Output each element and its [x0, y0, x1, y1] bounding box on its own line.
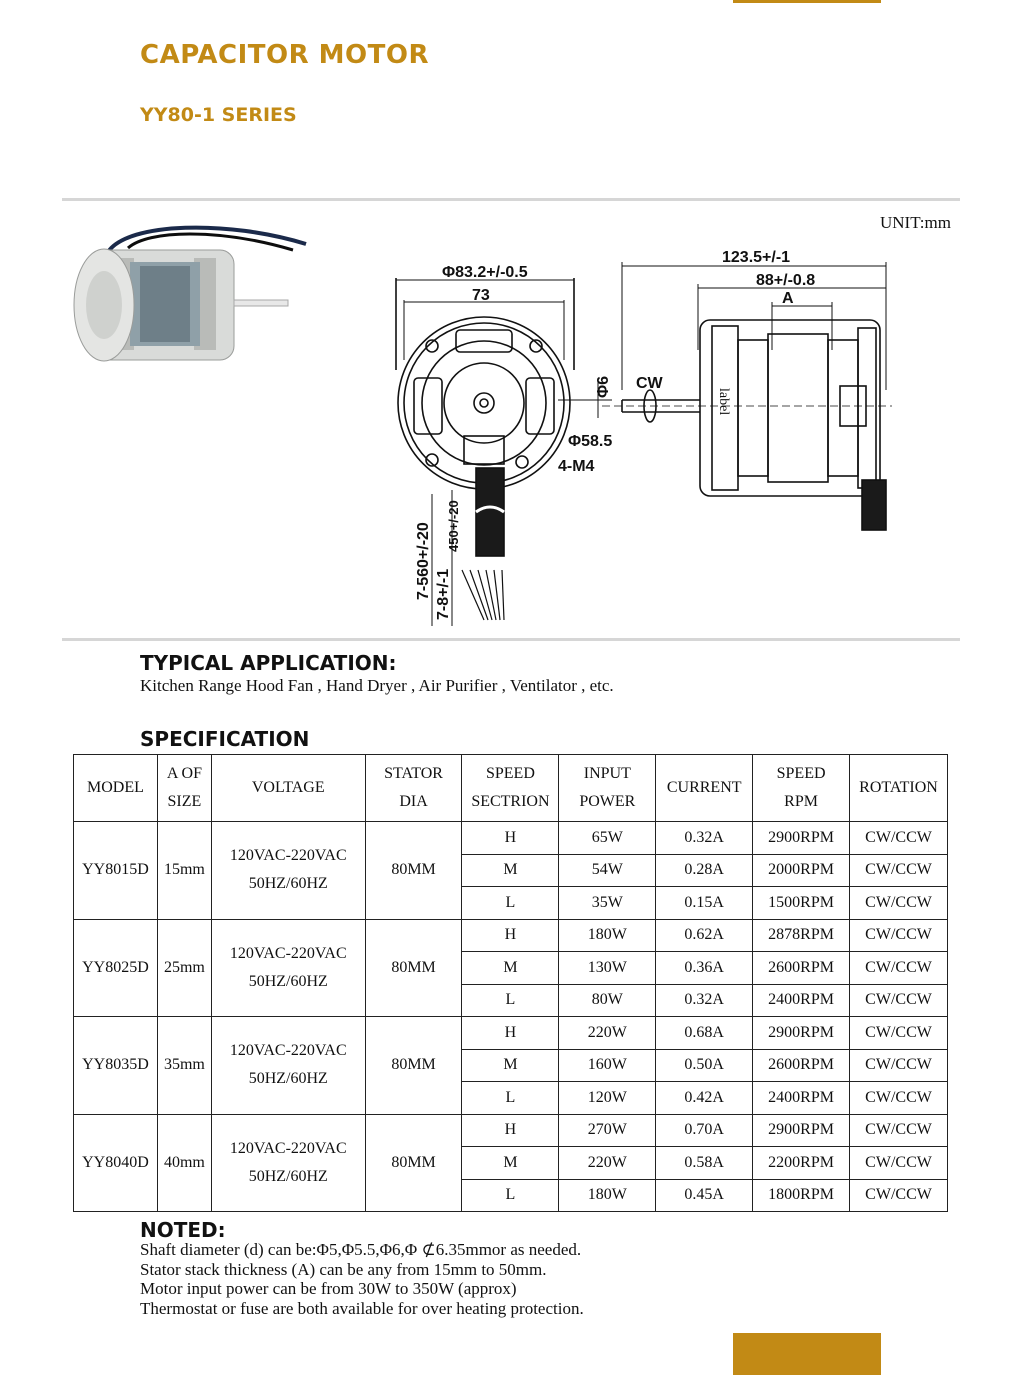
cell-power: 160W	[559, 1049, 656, 1082]
noted-list	[140, 1240, 584, 1318]
cell-current: 0.50A	[656, 1049, 753, 1082]
cell-speed: L	[462, 887, 559, 920]
cell-model: YY8035D	[74, 1017, 158, 1115]
cell-rpm: 2000RPM	[753, 854, 850, 887]
cell-voltage: 120VAC-220VAC 50HZ/60HZ	[211, 822, 365, 920]
cell-speed: M	[462, 1049, 559, 1082]
table-row	[74, 822, 948, 855]
dim-outer-dia: Φ83.2+/-0.5	[442, 264, 528, 281]
cell-current: 0.15A	[656, 887, 753, 920]
cell-power: 130W	[559, 952, 656, 985]
application-heading: TYPICAL APPLICATION:	[140, 651, 397, 675]
cell-rpm: 2600RPM	[753, 1049, 850, 1082]
noted-line: Stator stack thickness (A) can be any from 15mm to 50mm.	[140, 1259, 547, 1279]
cell-voltage: 120VAC-220VAC 50HZ/60HZ	[211, 1017, 365, 1115]
cell-rpm: 2600RPM	[753, 952, 850, 985]
cell-rpm: 2200RPM	[753, 1147, 850, 1180]
cell-speed: L	[462, 1179, 559, 1212]
cell-rpm: 2900RPM	[753, 1114, 850, 1147]
noted-line: Shaft diameter (d) can be:Φ5,Φ5.5,Φ6,Φ ⊄6.35mmor as needed.	[140, 1240, 582, 1259]
cell-stator: 80MM	[365, 1114, 462, 1212]
cell-current: 0.62A	[656, 919, 753, 952]
cell-rotation: CW/CCW	[850, 919, 948, 952]
cell-stator: 80MM	[365, 822, 462, 920]
label-sticker: label	[716, 388, 731, 416]
cell-rpm: 1500RPM	[753, 887, 850, 920]
dim-screws: 4-M4	[558, 458, 595, 475]
divider-top	[62, 198, 960, 201]
cell-rotation: CW/CCW	[850, 1017, 948, 1050]
cell-model: YY8025D	[74, 919, 158, 1017]
cell-power: 65W	[559, 822, 656, 855]
cell-rotation: CW/CCW	[850, 1147, 948, 1180]
header-speed-section: SPEED SECTRION	[462, 755, 559, 822]
specification-heading: SPECIFICATION	[140, 727, 310, 751]
cell-current: 0.28A	[656, 854, 753, 887]
table-row	[74, 1017, 948, 1050]
dim-mount-circle: Φ58.5	[568, 433, 613, 450]
header-model: MODEL	[74, 755, 158, 822]
cell-current: 0.32A	[656, 984, 753, 1017]
cell-speed: H	[462, 919, 559, 952]
cell-power: 220W	[559, 1147, 656, 1180]
table-header-row	[74, 755, 948, 822]
cell-voltage: 120VAC-220VAC 50HZ/60HZ	[211, 1114, 365, 1212]
noted-line: Thermostat or fuse are both available for over heating protection.	[140, 1298, 584, 1318]
cell-stator: 80MM	[365, 919, 462, 1017]
dim-stack-a: A	[782, 290, 794, 307]
dim-lead-sleeve: 450+/-20	[446, 500, 461, 552]
divider-middle	[62, 638, 960, 641]
noted-line: Motor input power can be from 30W to 350W (approx)	[140, 1279, 517, 1298]
dim-width: 73	[472, 287, 490, 304]
cell-speed: L	[462, 1082, 559, 1115]
cell-size: 25mm	[157, 919, 211, 1017]
cell-speed: M	[462, 854, 559, 887]
rotation-label: CW	[636, 375, 663, 392]
cell-size: 40mm	[157, 1114, 211, 1212]
bottom-accent-bar	[733, 1333, 881, 1375]
dim-body-length: 88+/-0.8	[756, 272, 816, 289]
cell-rotation: CW/CCW	[850, 1114, 948, 1147]
dim-lead-strip: 7-8+/-1	[435, 568, 452, 620]
cell-current: 0.42A	[656, 1082, 753, 1115]
dim-shaft: Φ6	[595, 375, 612, 398]
cell-speed: H	[462, 822, 559, 855]
cell-power: 120W	[559, 1082, 656, 1115]
cell-rotation: CW/CCW	[850, 822, 948, 855]
dimension-drawing	[392, 240, 902, 632]
cell-speed: M	[462, 1147, 559, 1180]
noted-heading: NOTED:	[140, 1218, 226, 1242]
header-input-power: INPUT POWER	[559, 755, 656, 822]
table-row	[74, 919, 948, 952]
cell-rpm: 2900RPM	[753, 822, 850, 855]
cell-current: 0.70A	[656, 1114, 753, 1147]
cell-size: 15mm	[157, 822, 211, 920]
cell-rotation: CW/CCW	[850, 1082, 948, 1115]
cell-rotation: CW/CCW	[850, 854, 948, 887]
cell-power: 54W	[559, 854, 656, 887]
cell-power: 35W	[559, 887, 656, 920]
side-view	[602, 262, 892, 530]
header-current: CURRENT	[656, 755, 753, 822]
cell-speed: L	[462, 984, 559, 1017]
cell-model: YY8040D	[74, 1114, 158, 1212]
cell-current: 0.36A	[656, 952, 753, 985]
cell-current: 0.32A	[656, 822, 753, 855]
header-stator: STATOR DIA	[365, 755, 462, 822]
cell-speed: H	[462, 1114, 559, 1147]
cell-power: 220W	[559, 1017, 656, 1050]
cell-power: 80W	[559, 984, 656, 1017]
header-size: A OF SIZE	[157, 755, 211, 822]
cell-rotation: CW/CCW	[850, 952, 948, 985]
top-accent-bar	[733, 0, 881, 3]
cell-rpm: 2878RPM	[753, 919, 850, 952]
cell-current: 0.45A	[656, 1179, 753, 1212]
cell-power: 270W	[559, 1114, 656, 1147]
header-rotation: ROTATION	[850, 755, 948, 822]
cell-rpm: 2400RPM	[753, 984, 850, 1017]
cell-speed: H	[462, 1017, 559, 1050]
cell-speed: M	[462, 952, 559, 985]
specification-table	[73, 754, 948, 1212]
cell-rpm: 1800RPM	[753, 1179, 850, 1212]
cell-rpm: 2900RPM	[753, 1017, 850, 1050]
cell-model: YY8015D	[74, 822, 158, 920]
cell-rpm: 2400RPM	[753, 1082, 850, 1115]
cell-rotation: CW/CCW	[850, 1179, 948, 1212]
cell-stator: 80MM	[365, 1017, 462, 1115]
cell-voltage: 120VAC-220VAC 50HZ/60HZ	[211, 919, 365, 1017]
unit-label: UNIT:mm	[880, 213, 951, 232]
series-subtitle: YY80-1 SERIES	[140, 104, 297, 126]
application-text: Kitchen Range Hood Fan , Hand Dryer , Air Purifier , Ventilator , etc.	[140, 676, 614, 695]
table-row	[74, 1114, 948, 1147]
cell-rotation: CW/CCW	[850, 1049, 948, 1082]
page-title: CAPACITOR MOTOR	[140, 40, 429, 70]
dim-lead-length: 7-560+/-20	[415, 522, 432, 600]
cell-power: 180W	[559, 1179, 656, 1212]
cell-rotation: CW/CCW	[850, 887, 948, 920]
cell-size: 35mm	[157, 1017, 211, 1115]
cell-current: 0.68A	[656, 1017, 753, 1050]
header-voltage: VOLTAGE	[211, 755, 365, 822]
cell-rotation: CW/CCW	[850, 984, 948, 1017]
cell-power: 180W	[559, 919, 656, 952]
cell-current: 0.58A	[656, 1147, 753, 1180]
dim-total-length: 123.5+/-1	[722, 249, 791, 266]
header-speed-rpm: SPEED RPM	[753, 755, 850, 822]
motor-photo	[68, 222, 313, 370]
